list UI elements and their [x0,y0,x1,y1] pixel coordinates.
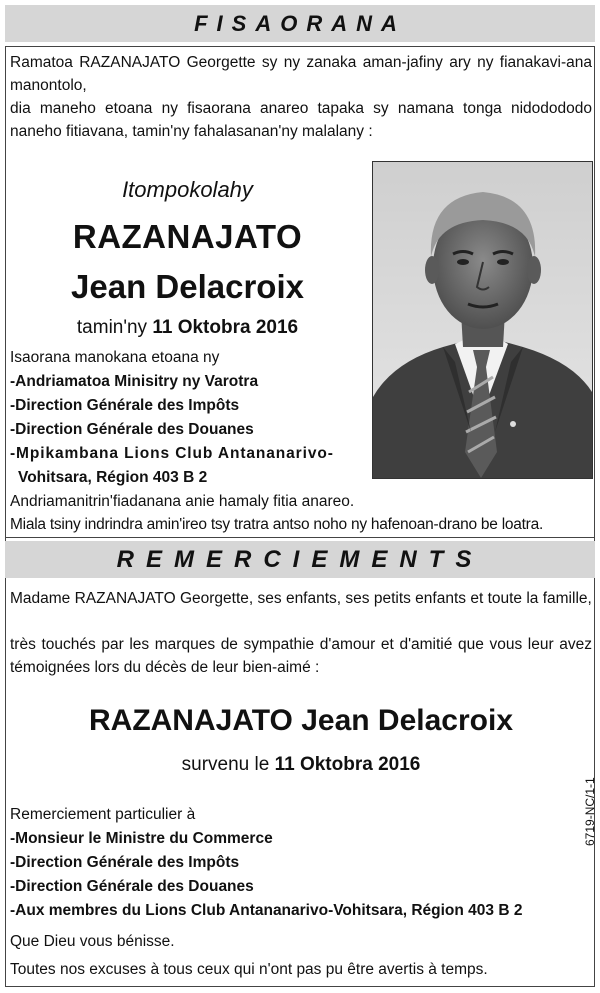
fisaorana-blessing: Andriamanitrin'fiadanana anie hamaly fitia anareo. [10,493,355,510]
remerciements-thanks-item: -Aux membres du Lions Club Antananarivo-Vohitsara, Région 403 B 2 [10,902,523,919]
reference-code: 6719-NC/1-1 [583,777,597,846]
remerciements-blessing: Que Dieu vous bénisse. [10,933,175,950]
section-divider [5,537,595,538]
fisaorana-thanks-item: -Andriamatoa Minisitry ny Varotra [10,373,259,390]
date-prefix: tamin'ny [76,317,148,338]
honorific: Itompokolahy [122,177,253,202]
remerciements-intro-1: Madame RAZANAJATO Georgette, ses enfants, ses petits enfants et toute la famille, [10,590,592,607]
fisaorana-apology: Miala tsiny indrindra amin'ireo tsy tratra antso noho ny hafenoan-drano be loatra. [10,516,544,533]
deceased-surname: RAZANAJATO [72,218,303,255]
fisaorana-intro-1: Ramatoa RAZANAJATO Georgette sy ny zanaka aman-jafiny ary ny fianakavi-ana manontolo, [10,54,592,94]
fisaorana-banner: FISAORANA [5,5,595,42]
fisaorana-intro-2: dia maneho etoana ny fisaorana anareo tapaka sy namana tonga nidodododo naneho fitiavana, tamin'ny fahalasanan'ny malalany : [10,100,592,140]
deceased-given-names: Jean Delacroix [71,268,304,305]
date-value: 11 Oktobra 2016 [274,754,421,775]
fisaorana-date-line [10,315,365,341]
remerciements-thanks-item: -Direction Générale des Douanes [10,878,254,895]
remerciements-thanks-item: -Monsieur le Ministre du Commerce [10,830,273,847]
remerciements-banner: REMERCIEMENTS [5,541,595,578]
fisaorana-thanks-intro: Isaorana manokana etoana ny [10,349,220,366]
remerciements-date-line [10,752,592,778]
fisaorana-thanks-item: -Mpikambana Lions Club Antananarivo- [10,445,334,462]
remerciements-thanks-item: -Direction Générale des Impôts [10,854,240,871]
date-value: 11 Oktobra 2016 [152,317,299,338]
remerciements-thanks-intro: Remerciement particulier à [10,806,196,823]
date-prefix: survenu le [181,754,270,775]
fisaorana-thanks-item: -Direction Générale des Douanes [10,421,254,438]
deceased-full-name: RAZANAJATO Jean Delacroix [88,704,513,737]
fisaorana-thanks-item: Vohitsara, Région 403 B 2 [18,469,208,486]
portrait-photo [372,161,593,479]
fisaorana-thanks-item: -Direction Générale des Impôts [10,397,240,414]
remerciements-intro-2: très touchés par les marques de sympathie d'amour et d'amitié que vous leur avez témoignées lors du décès de leur bien-aimé : [10,636,592,676]
remerciements-apology: Toutes nos excuses à tous ceux qui n'ont pas pu être avertis à temps. [10,961,488,978]
